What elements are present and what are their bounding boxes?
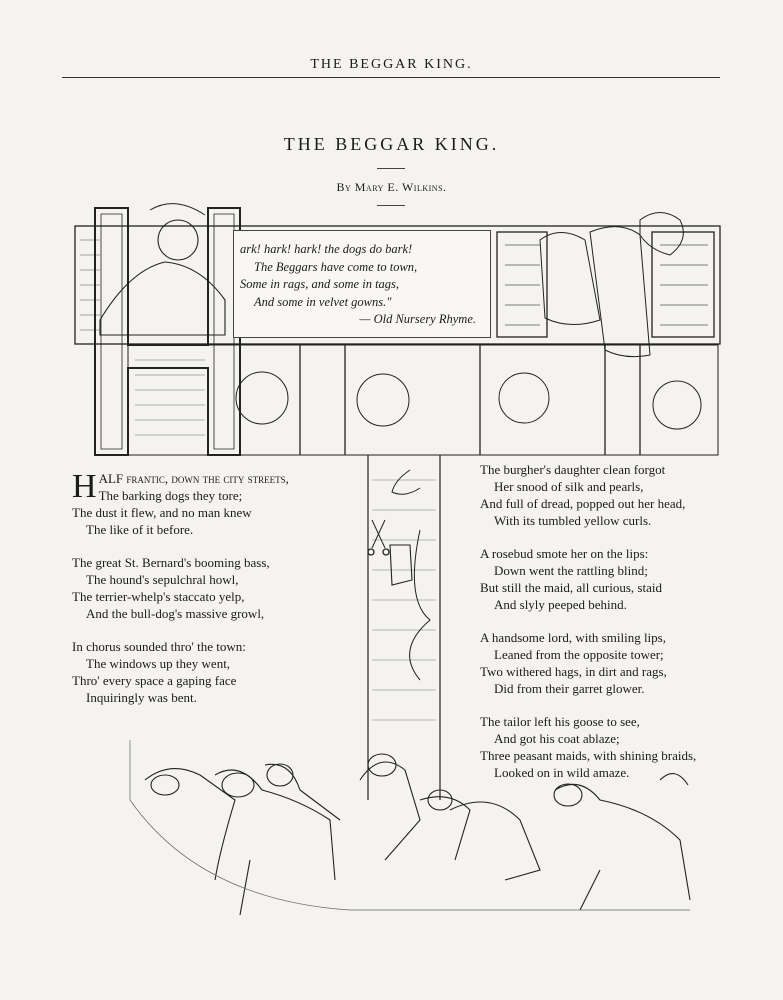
lord-face [653, 381, 701, 429]
shutter-right [652, 232, 714, 337]
running-head: THE BEGGAR KING. [310, 57, 473, 72]
poem-line: The barking dogs they tore; [98, 488, 243, 503]
goose-iron [390, 545, 412, 585]
drop-cap: H [72, 468, 97, 505]
poem-line: The dust it flew, and no man knew [72, 505, 252, 520]
stanza [480, 545, 770, 613]
poem-line: And slyly peeped behind. [494, 597, 627, 612]
poem-line: And full of dread, popped out her head, [480, 496, 686, 511]
scissors-icon [372, 520, 385, 548]
girl-face [499, 373, 549, 423]
stanza [72, 638, 362, 706]
epigraph-line: ark! hark! hark! the dogs do bark! [240, 242, 413, 256]
epigraph-line: And some in velvet gowns." [254, 294, 392, 309]
poem-line: Her snood of silk and pearls, [494, 479, 644, 494]
epigraph-attribution: — Old Nursery Rhyme. [359, 312, 476, 326]
poem-line: The windows up they went, [86, 656, 231, 671]
stanza [72, 470, 362, 538]
poem-right-column [480, 461, 770, 781]
poem-line: And got his coat ablaze; [494, 731, 620, 746]
poem-line: A rosebud smote her on the lips: [480, 546, 649, 561]
byline: By Mary E. Wilkins. [336, 180, 447, 194]
shutter-left [497, 232, 547, 337]
poem-line: Inquiringly was bent. [86, 690, 197, 705]
poem-line: Looked on in wild amaze. [494, 765, 630, 780]
central-pillar [368, 455, 440, 800]
poem-line: In chorus sounded thro' the town: [72, 639, 246, 654]
poem-line: The terrier-whelp's staccato yelp, [72, 589, 245, 604]
poem-line: With its tumbled yellow curls. [494, 513, 652, 528]
stanza [480, 629, 770, 697]
boy-body [100, 262, 225, 335]
poem-line: Two withered hags, in dirt and rags, [480, 664, 667, 679]
poem-left-column [72, 470, 362, 706]
poem-line: A handsome lord, with smiling lips, [480, 630, 666, 645]
epigraph-line: Some in rags, and some in tags, [240, 277, 400, 291]
poem-line: ALF frantic, down the city streets, [98, 471, 289, 486]
tape-measure [410, 530, 430, 680]
stanza [480, 713, 770, 781]
window-row [128, 345, 718, 455]
epigraph-box [233, 230, 491, 338]
poem-line: Down went the rattling blind; [494, 563, 648, 578]
poem-line: The burgher's daughter clean forgot [480, 462, 666, 477]
poem-line: Leaned from the opposite tower; [494, 647, 664, 662]
hanging-hat [640, 213, 683, 256]
poem-line: Three peasant maids, with shining braids, [480, 748, 697, 763]
poem-line: Thro' every space a gaping face [72, 673, 237, 688]
poem-line: The tailor left his goose to see, [480, 714, 640, 729]
stanza [480, 461, 770, 529]
page-title: THE BEGGAR KING. [283, 134, 500, 154]
poem-line: The great St. Bernard's booming bass, [72, 555, 270, 570]
stanza [72, 554, 362, 622]
epigraph-line: The Beggars have come to town, [254, 259, 418, 274]
hanging-cloak [590, 227, 650, 357]
poem-line: The like of it before. [86, 522, 194, 537]
tailor-hand [392, 470, 420, 494]
poem-line: And the bull-dog's massive growl, [86, 606, 265, 621]
poem-line: Did from their garret glower. [494, 681, 645, 696]
hanging-coat [540, 233, 600, 325]
old-man-face [357, 374, 409, 426]
decorative-initial-H [95, 208, 240, 455]
poem-line: The hound's sepulchral howl, [86, 572, 239, 587]
woman-face [236, 372, 288, 424]
poem-line: But still the maid, all curious, staid [480, 580, 662, 595]
